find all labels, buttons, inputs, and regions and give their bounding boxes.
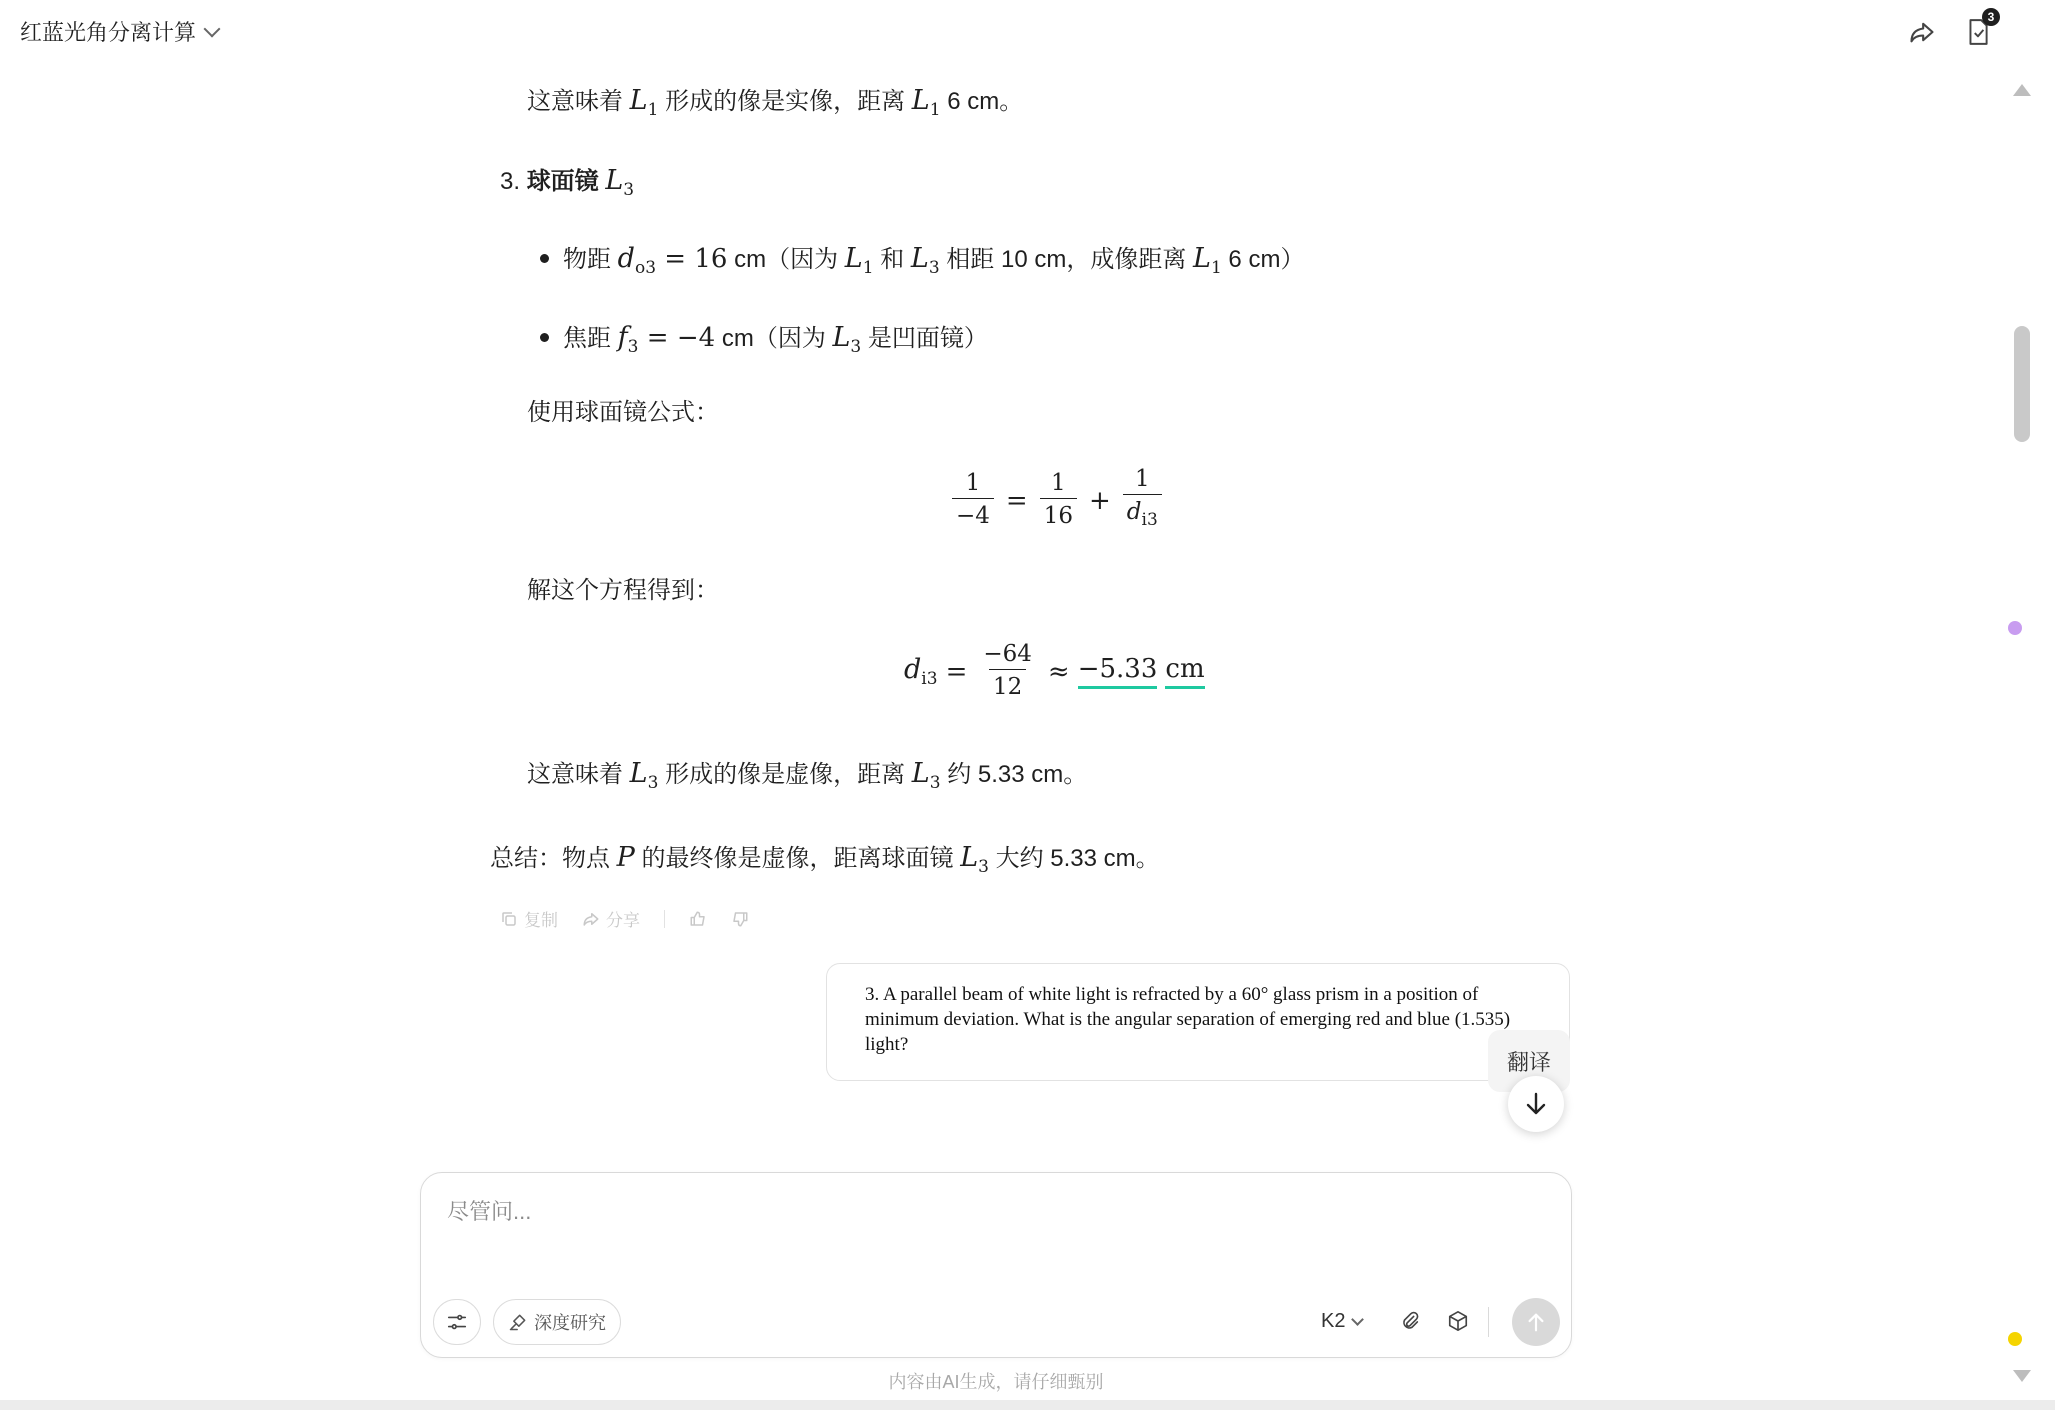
chevron-down-icon: [1352, 1313, 1365, 1326]
formula-intro: 使用球面镜公式：: [527, 399, 719, 426]
math-symbol: $f_3$: [617, 322, 639, 357]
copy-icon: [500, 910, 518, 928]
answer-line-real-image: [527, 84, 1023, 127]
conversation-area: [0, 64, 2020, 1314]
yellow-marker-dot: [2008, 1332, 2022, 1346]
like-button[interactable]: [689, 910, 707, 928]
math-symbol: $L_3$: [832, 322, 862, 357]
math-value: = −4: [638, 323, 716, 353]
plus-sign: +: [1088, 485, 1111, 516]
tasks-badge: 3: [1982, 8, 2000, 26]
solution-formula: [904, 639, 1205, 704]
solve-intro: 解这个方程得到：: [527, 577, 719, 604]
deep-research-button[interactable]: [493, 1299, 621, 1345]
step-heading: [500, 164, 634, 207]
math-symbol: $L_3$: [605, 165, 635, 200]
fraction: $\frac{-64}{12}$: [979, 639, 1036, 704]
scrollbar-thumb[interactable]: [2014, 326, 2030, 442]
scroll-to-bottom-button[interactable]: [1508, 1076, 1564, 1132]
fraction: $\frac{1}{d_{i3}}$: [1123, 464, 1162, 537]
math-symbol: $L_1$: [844, 243, 874, 278]
arrow-up-icon: [1525, 1310, 1547, 1334]
scroll-down-arrow-icon[interactable]: [2013, 1370, 2031, 1382]
tools-button[interactable]: [1439, 1299, 1477, 1343]
result-unit: cm: [1165, 654, 1204, 689]
math-symbol: P: [616, 842, 635, 873]
math-symbol: $L_3$: [629, 758, 659, 793]
math-symbol: $d_{i3}$: [904, 654, 938, 689]
share-button[interactable]: [1906, 16, 1938, 48]
step-label: 球面镜: [526, 168, 606, 195]
math-symbol: $d_{o3}$: [617, 243, 657, 278]
fraction: $\frac{1}{16}$: [1040, 468, 1077, 533]
thumbs-up-icon: [689, 910, 707, 928]
chevron-down-icon: [204, 20, 221, 37]
scroll-up-arrow-icon[interactable]: [2013, 84, 2031, 96]
model-label: K2: [1321, 1309, 1346, 1332]
approx-sign: ≈: [1047, 656, 1070, 687]
paperclip-icon: [1399, 1309, 1421, 1333]
divider: [1488, 1307, 1489, 1337]
step-number: 3.: [500, 168, 521, 195]
attach-button[interactable]: [1391, 1299, 1429, 1343]
top-bar: [0, 0, 2055, 64]
math-symbol: $L_3$: [910, 243, 940, 278]
cube-icon: [1447, 1309, 1469, 1333]
math-symbol: $L_1$: [629, 85, 659, 120]
mirror-formula: [948, 464, 1166, 537]
math-symbol: $L_1$: [911, 85, 941, 120]
math-symbol: $L_1$: [1193, 243, 1222, 278]
math-symbol: $L_3$: [911, 758, 941, 793]
ai-disclaimer: 内容由AI生成，请仔细甄别: [888, 1372, 1104, 1392]
share-icon: [582, 910, 600, 928]
bullet-dot: [540, 254, 549, 263]
research-icon: [508, 1312, 528, 1332]
equals-sign: =: [945, 656, 968, 687]
text-segment: 形成的像是实像，距离: [658, 88, 912, 115]
dislike-button[interactable]: [731, 910, 749, 928]
message-input[interactable]: [445, 1193, 1549, 1267]
purple-marker-dot: [2008, 621, 2022, 635]
arrow-down-icon: [1524, 1091, 1548, 1117]
math-value: = 16: [656, 244, 728, 274]
result-value: −5.33: [1078, 654, 1158, 689]
user-message-text: 3. A parallel beam of white light is refracted by a 60° glass prism in a position of minimum deviation. What is the angular separation of emerging red and blue (1.535) light?: [865, 984, 1511, 1055]
deep-research-label: 深度研究: [534, 1313, 606, 1333]
text-segment: 这意味着: [527, 88, 630, 115]
divider: [664, 910, 665, 928]
bullet-object-distance: 物距 $d_{o3} = 16$ cm（因为 $L_1$ 和 $L_3$ 相距 10 cm，成像距离 $L_1$ 6 cm）: [540, 242, 1304, 285]
message-actions: [500, 906, 749, 931]
fraction: $\frac{1}{-4}$: [952, 468, 994, 533]
conversation-title-dropdown[interactable]: [20, 16, 218, 47]
share-icon: [1908, 18, 1936, 46]
thumbs-down-icon: [731, 910, 749, 928]
math-symbol: $L_3$: [960, 842, 989, 877]
copy-button[interactable]: 复制: [500, 906, 558, 931]
window-bottom-edge: [0, 1400, 2055, 1410]
bullet-dot: [540, 333, 549, 342]
model-selector[interactable]: [1321, 1299, 1362, 1343]
settings-button[interactable]: [433, 1299, 481, 1345]
scrollbar[interactable]: [2004, 64, 2040, 1400]
sliders-icon: [446, 1311, 468, 1333]
conversation-title: 红蓝光角分离计算: [20, 20, 197, 45]
message-composer: [420, 1172, 1572, 1358]
text-segment: 6 cm。: [940, 88, 1024, 115]
user-message-bubble: [826, 963, 1570, 1081]
share-answer-button[interactable]: 分享: [582, 906, 640, 931]
answer-summary: 总结：物点 P 的最终像是虚像，距离球面镜 $L_3$ 大约 5.33 cm。: [490, 842, 1160, 877]
send-button[interactable]: [1512, 1298, 1560, 1346]
equals-sign: =: [1005, 485, 1028, 516]
bullet-focal-length: 焦距 $f_3 = -4$ cm（因为 $L_3$ 是凹面镜）: [540, 321, 988, 364]
answer-line-virtual-image: 这意味着 $L_3$ 形成的像是虚像，距离 $L_3$ 约 5.33 cm。: [527, 758, 1088, 793]
translate-label: 翻译: [1506, 1049, 1551, 1075]
tasks-button[interactable]: [1962, 10, 1995, 48]
